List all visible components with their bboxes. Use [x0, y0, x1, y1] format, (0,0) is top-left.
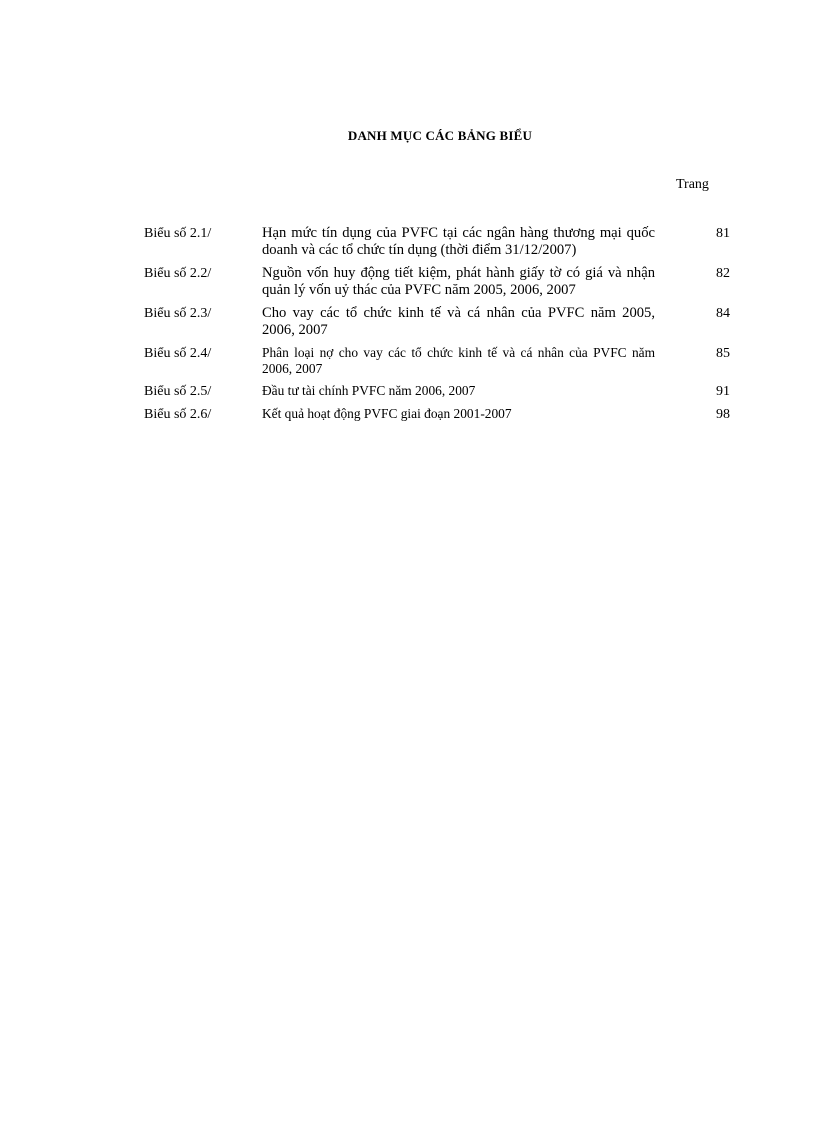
entry-page-number: 84 — [716, 306, 730, 321]
entry-label: Biểu số 2.2/ — [144, 266, 212, 281]
entry-page-number: 98 — [716, 407, 730, 422]
entry-label: Biểu số 2.1/ — [144, 226, 212, 241]
table-list — [144, 225, 730, 423]
list-item — [144, 383, 730, 400]
entry-label: Biểu số 2.5/ — [144, 384, 212, 399]
list-item — [144, 345, 730, 377]
entry-page-number: 85 — [716, 346, 730, 361]
entry-page-number: 91 — [716, 384, 730, 399]
entry-page-number: 82 — [716, 266, 730, 281]
entry-label: Biểu số 2.3/ — [144, 306, 212, 321]
list-item — [144, 305, 730, 339]
list-item — [144, 406, 730, 423]
list-item — [144, 225, 730, 259]
entry-title: Kết quả hoạt động PVFC giai đoạn 2001-2007 — [262, 406, 512, 421]
entry-title: Nguồn vốn huy động tiết kiệm, phát hành giấy tờ có giá và nhận quản lý vốn uỷ thác của PVFC năm 2005, 2006, 2007 — [262, 265, 655, 298]
entry-title: Hạn mức tín dụng của PVFC tại các ngân hàng thương mại quốc doanh và các tổ chức tín dụng (thời điểm 31/12/2007) — [262, 225, 655, 258]
entry-title: Phân loại nợ cho vay các tổ chức kinh tế và cá nhân của PVFC năm 2006, 2007 — [262, 345, 655, 376]
entry-label: Biểu số 2.4/ — [144, 346, 212, 361]
entry-title: Cho vay các tổ chức kinh tế và cá nhân của PVFC năm 2005, 2006, 2007 — [262, 305, 655, 338]
entry-title: Đầu tư tài chính PVFC năm 2006, 2007 — [262, 383, 476, 398]
entry-page-number: 81 — [716, 226, 730, 241]
page-title: DANH MỤC CÁC BẢNG BIỂU — [347, 128, 533, 143]
page-column-header: Trang — [676, 177, 709, 192]
list-item — [144, 265, 730, 299]
entry-label: Biểu số 2.6/ — [144, 407, 212, 422]
